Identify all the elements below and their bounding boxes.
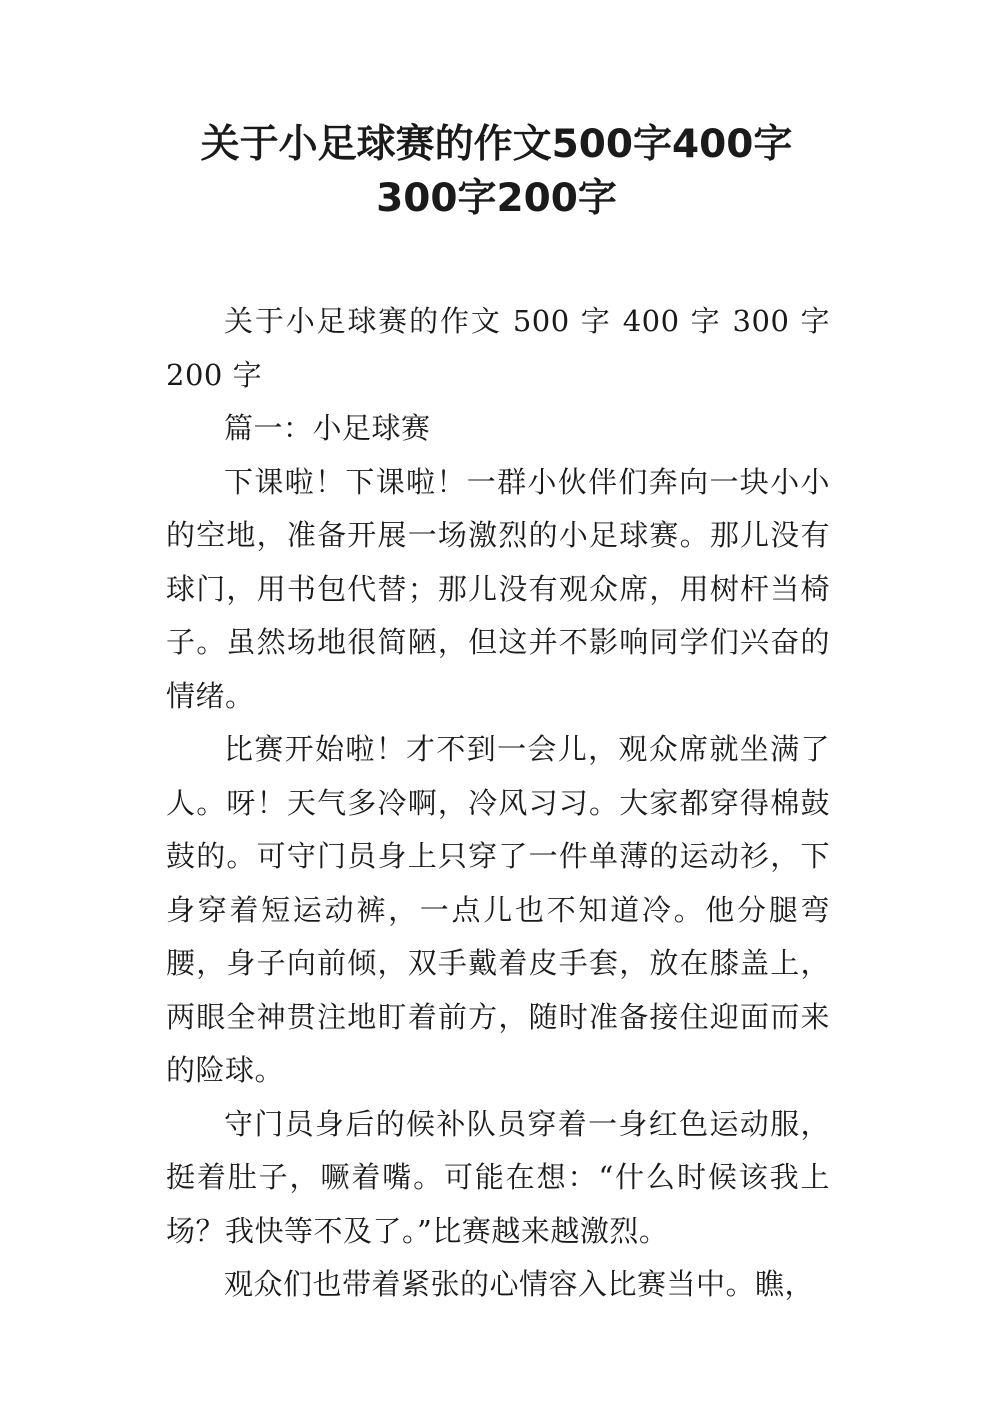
paragraph: 比赛开始啦！才不到一会儿，观众席就坐满了人。呀！天气多冷啊，冷风习习。大家都穿得棉鼓鼓的。可守门员身上只穿了一件单薄的运动衫，下身穿着短运动裤，一点儿也不知道冷。他分腿弯腰，身子向前倾，双手戴着皮手套，放在膝盖上，两眼全神贯注地盯着前方，随时准备接住迎面而来的险球。: [166, 732, 830, 1087]
paragraph: 守门员身后的候补队员穿着一身红色运动服，挺着肚子，噘着嘴。可能在想：“什么时候该我上场？我快等不及了。”比赛越来越激烈。: [166, 1106, 830, 1248]
section-heading: 篇一：小足球赛: [224, 411, 431, 445]
paragraph: 观众们也带着紧张的心情容入比赛当中。瞧，: [224, 1267, 815, 1301]
document-body: [166, 295, 830, 1312]
document-title: [0, 118, 993, 226]
title-line-1: 关于小足球赛的作文500字400字: [200, 122, 793, 167]
paragraph: 下课啦！下课啦！一群小伙伴们奔向一块小小的空地，准备开展一场激烈的小足球赛。那儿没有球门，用书包代替；那儿没有观众席，用树杆当椅子。虽然场地很简陋，但这并不影响同学们兴奋的情绪。: [166, 464, 830, 713]
subtitle-paragraph: 关于小足球赛的作文 500 字 400 字 300 字 200 字: [166, 304, 830, 392]
title-line-2: 300字200字: [376, 176, 617, 221]
